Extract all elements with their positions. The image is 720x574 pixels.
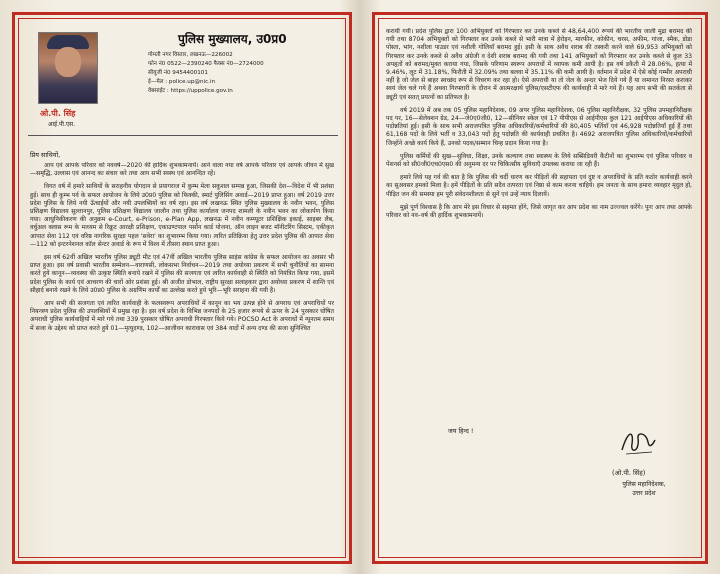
paragraph: वर्ष 2019 में अब तक 05 पुलिस महानिदेशक, 09 अपर पुलिस महानिदेशक, 06 पुलिस महानिरीक्षक, 32 पुलिस उपमहानिरीक्षक पद पर, 16—सेलेक्शन ग्रेड, 24—जे0ए0जी0, 12—सीनियर स्केल एवं 17 पीपीएस से आईपीएस कुल 121 आईपीएस अधिकारियों की पदोन्नतियां हुई। इसी के साथ सभी अराजपत्रित पुलिस अधिकारियों/कर्मचारियों की 80,405 भर्तियाँ एवं 46,928 पदोन्नतियाँ हुई हैं तथा 61,168 पदों के लिये भर्ती व 33,043 पदों हेतु पदोन्नति की कार्यवाही प्रचलित है। 4692 अराजपत्रित पुलिस अधिकारियों/कर्मचारियों जिन्होंने अच्छे कार्य किये हैं, उनको पदक/सम्मान चिन्ह प्रदान किया गया है। [386,106,692,147]
header-divider [28,135,338,136]
paragraph: पुलिस कर्मियों की सुख—सुविधा, शिक्षा, उनके कल्याण तथा स्वास्थ्य के लिये सब्सिडियरी कैंटीनों का शुभारम्भ एवं पुलिस परिवार व पेंशनर्स को सी0जी0एच0एस0 की अनुमन्य दर पर चिकित्सीय सुविधाएँ उपलब्ध कराया जा रही हैं। [386,152,692,169]
paragraph: आप सभी की सजगता एवं त्वरित कार्यवाही के फलस्वरूप अपराधियों में कानून का भय उत्पन्न होने से अपराध एवं अपराधियों पर नियन्त्रण प्रदेश पुलिस की उपलब्धियों में प्रमुख रहा है। इस वर्ष प्रदेश के विभिन्न जनपदों के 25 हजार रूपये से ऊपर के 24 पुरस्कार घोषित अपराधी पुलिस कार्यवाहियों में मारे गये तथा 339 पुरस्कार घोषित अपराधी गिरफ्तार किये गये। POCSO Act के अपराधों में न्यूनतम समय में सजा के उद्देश्य को प्राप्त करते हुये 01—मृत्युदण्ड, 102—आजीवन कारावास एवं 384 वादों में अन्य दण्ड की सजा सुनिश्चित [30,300,334,332]
paragraph: मुझे पूर्ण विश्वास है कि आप मेरे इस विचार से सहमत होंगे, जिसे जागृत कर आप प्रदेश का नाम उज्ज्वल करेंगे। पुनः आप तथा आपके परिवार को नव–वर्ष की हार्दिक शुभकामनायें। [386,203,692,220]
paragraph: विगत वर्ष में हमारे साथियों के सराहनीय योगदान से प्रयागराज में कुम्भ मेला सकुशल सम्पन्न हुआ, जिसकी देश—विदेश में भी प्रशंसा हुई। साथ ही कुम्भ पर्व के सफल आयोजन के लिये उ0प्र0 पुलिस को फिक्की, स्मार्ट पुलिसिंग अवार्ड—2019 प्राप्त हुआ। वर्ष 2019 उत्तर प्रदेश पुलिस के लिये नयी ऊँचाईयों और नयी उपलब्धियों का वर्ष रहा। इस वर्ष लखनऊ स्थित पुलिस मुख्यालय के नवीन भवन, पुलिस प्रशिक्षण विद्यालय सुल्तानपुर, पुलिस प्रशिक्षण विद्यालय जालौन तथा पुलिस कार्यालय जनपद शामली के नवीन भवन का लोकार्पण किया गया। आधुनिकीकरण की अनुक्रम e-Court, e-Prison, e-Plan App, लखनऊ में नवीन कम्प्यूटर प्रशिक्षिक इकाई, साइबर लैब, वर्चुअल क्लास रूम के माध्यम से रिक्रूट आरक्षी प्रशिक्षण, एकाउण्टपाल पर्सोन कार्ड योजना, ऑन लाइन बजट मॉनीटरिंग सिस्टम, एकीकृत आपात सेवा 112 एवं वरिष्ठ नागरिक सुरक्षा पहल 'सवेरा' का शुभारम्भ किया गया। त्वरित प्रतिक्रिया हेतु उत्तर प्रदेश पुलिस की आपात सेवा—112 को इन्टरनेशनल कॉल सेन्टर अवार्ड के रूप में विश्व में तीसरा स्थान प्राप्त हुआ। [30,183,334,248]
phone-line: फोन नं0 0522—2390240 फैक्स नं0—2724000 [148,61,264,67]
closing: जय हिन्द ! [448,427,474,435]
address-line: गोमती नगर विस्तार, लखनऊ—226002 [148,52,233,58]
paragraph: इस वर्ष 62वीं अखिल भारतीय पुलिस ड्यूटी मीट एवं 47वीं अखिल भारतीय पुलिस साइंस कांग्रेस के सफल आयोजन का अवसर भी प्राप्त हुआ। इस वर्ष प्रवासी भारतीय सम्मेलन—वाराणसी, लोकसभा निर्वाचन—2019 तथा अयोध्या प्रकरण में सभी चुनौतियों का सामना करते हुये कानून—व्यवस्था की उत्कृष्ट स्थिति बनाये रखने में पुलिस की सजगता एवं त्वरित कार्यवाही से स्थिति को नियंत्रित किया गया, इसमें प्रदेश पुलिस के कार्य एवं आचरण की चारों ओर प्रशंसा हुई। श्री अजीत डोभाल, राष्ट्रीय सुरक्षा सलाहकार द्वारा अयोध्या प्रकरण में शान्ति एवं सौहार्द बनाये रखने के लिये उ0प्र0 पुलिस के अग्रणिम कार्यों का उल्लेख करते हुये भूरि—भूरि सराहना की गयी है। [30,254,334,294]
designation-line: पुलिस महानिदेशक, [622,481,666,488]
designation-line: उत्तर प्रदेश [632,490,656,497]
officer-title: आई.पी.एस. [48,121,76,128]
right-column-text [386,28,692,418]
signatory-name: (ओ.पी. सिंह) [612,469,646,477]
paragraph: आप एवं आपके परिवार को नववर्ष—2020 की हार्दिक शुभकामनायें। आने वाला नया वर्ष आपके परिवार एवं आपके जीवन में सुख—समृद्धि, उल्लास एवं आनन्द का संचार करे तथा आप सभी स्वस्थ एवं आनन्दित रहें। [30,162,334,178]
salutation: प्रिय साथियों, [30,151,61,159]
paragraph: करायी गयी। प्रदेश पुलिस द्वारा 100 अभियुक्तों को गिरफ्तार कर उनके कब्जे से 48,64,400 रूपये की भारतीय जाली मुद्रा बरामद की गयी तथा 8704 अभियुक्तों को गिरफ्तार कर उनके कब्जे से भारी मात्रा में हेरोइन, मारफीन, कोकीन, चरस, अफीम, गांजा, स्मैक, डोडा पोस्ता, भांग, नशीला पाउडर एवं नशीली गोलियाँ बरामद हुई। इसी के साथ अवैध शराब की तस्करी करने वाले 69,953 अभियुक्तों को गिरफ्तार कर उनके कब्जे से अवैध अंग्रेजी व देशी शराब बरामद की गयी तथा 141 अभियुक्तों को गिरफ्तार कर उनके कब्जे से कुल 33 अपहृतों को बरामद/मुक्त कराया गया, जिसके परिणाम स्वरूप अपराधों में व्यापक कमी आयी है। इस वर्ष डकैती में 28.06%, हत्या में 9.46%, लूट में 31.18%, फिरौती में 32.09% तथा बलवा में 35.11% की कमी आयी है। वर्तमान में प्रदेश में ऐसे कोई गम्भीर अपराधी नहीं है जो जेल से बाहर स्वच्छंद रूप से विचरण कर रहा हो। ऐसे अपराधी या तो जेल के अन्दर भेज दिये गये हैं या जमानत निरस्त कराकर स्वयं जेल चले गये हैं अथवा गिरफ्तारी के दौरान में आत्मरक्षार्थ पुलिस/एसटीएफ की कार्यवाही में मारे गये हैं। यह आप सभी की सतर्कता से ड्यूटी एवं सतत् प्रयत्नों का प्रतिफल है। [386,28,692,101]
office-title: पुलिस मुख्यालय, उ0प्र0 [178,32,287,46]
letterhead [28,22,340,162]
website-line: वेबसाईट : https://uppolice.gov.in [148,88,233,94]
signatory-designation [608,480,680,498]
email-line: ई—मेल : police.up@nic.in [148,79,216,85]
officer-photo [38,32,98,104]
left-column-text [30,162,334,554]
paragraph: हमारे लिये यह गर्व की बात है कि पुलिस की चर्दी धारण कर पीड़ितों की सहायता एवं दुष्ट व अपराधियों के प्रति कठोर कार्यवाही करने का सुअवसर हमको मिला है। हमें पीड़ितों के प्रति सदैव तत्परता एवं निष्ठा से काम करना चाहिये। हम जनता के साथ हमारा व्यवहार मृदुल हो, पीड़ित जन की समस्या हम पूरी संवेदनशीलता से सुनें एवं उन्हें न्याय दिलायें। [386,174,692,198]
officer-name: ओ.पी. सिंह [40,109,76,118]
signature-mark [618,426,658,458]
cug-line: सीयूजी नं0 9454400101 [148,70,208,76]
